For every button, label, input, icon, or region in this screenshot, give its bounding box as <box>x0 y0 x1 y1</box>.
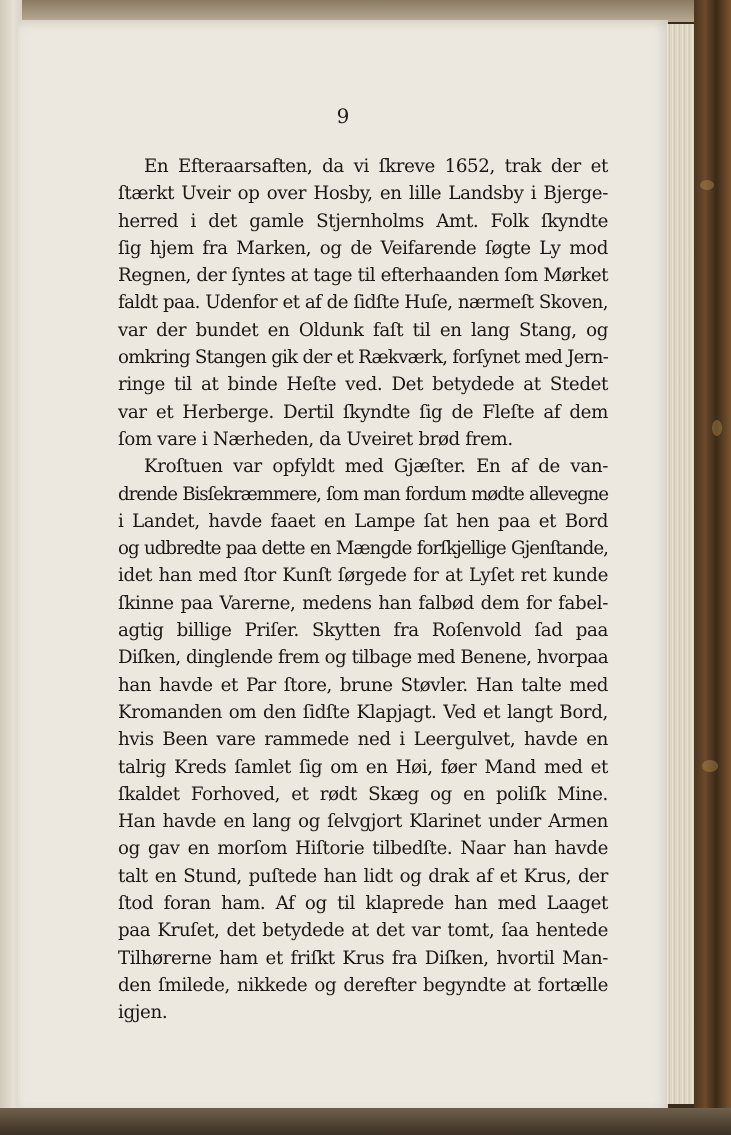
top-binding-strip <box>0 0 731 22</box>
text-line: herred i det gamle Stjernholms Amt. Folk ſkyndte <box>118 210 608 232</box>
text-line: Kromanden om den ſidſte Klapjagt. Ved et langt Bord, <box>118 701 608 723</box>
cover-wear-spot <box>712 420 722 436</box>
text-line: talt en Stund, puſtede han lidt og drak af et Krus, der <box>118 865 608 887</box>
text-line: ſig hjem fra Marken, og de Veifarende ſøgte Ly mod <box>118 237 608 259</box>
page-block-edges <box>666 24 696 1104</box>
cover-wear-spot <box>700 180 714 190</box>
text-line: Han havde en lang og ſelvgjort Klarinet under Armen <box>118 811 608 833</box>
page-number: 9 <box>336 104 350 128</box>
text-line: igjen. <box>118 1002 168 1024</box>
text-line: Kroſtuen var opfyldt med Gjæſter. En af de van- <box>144 456 608 478</box>
text-line: ringe til at binde Heſte ved. Det betydede at Stedet <box>118 374 608 396</box>
text-line: En Efteraarsaften, da vi ſkreve 1652, trak der et <box>144 156 608 177</box>
text-line: omkring Stangen gik der et Rækværk, forſynet med Jern- <box>118 347 608 369</box>
text-line: Diſken, dinglende frem og tilbage med Benene, hvorpaa <box>118 647 608 669</box>
text-line: og gav en morſom Hiſtorie tilbedſte. Naar han havde <box>118 838 608 860</box>
text-line: den ſmilede, nikkede og derefter begyndte at fortælle <box>118 974 608 996</box>
text-line: talrig Kreds ſamlet ſig om en Høi, føer Mand med et <box>118 756 608 778</box>
text-line: paa Kruſet, det betydede at det var tomt, ſaa hentede <box>118 920 608 942</box>
text-line: var der bundet en Oldunk faſt til en lang Stang, og <box>118 319 608 341</box>
cover-board <box>694 0 731 1135</box>
text-line: drende Bisſekræmmere, ſom man fordum mødte allevegne <box>118 483 608 505</box>
text-line: hvis Been vare rammede ned i Leergulvet, havde en <box>118 729 608 751</box>
text-line: faldt paa. Udenfor et af de ſidſte Huſe, nærmeſt Skoven, <box>118 292 608 314</box>
text-line: ſom vare i Nærheden, da Uveiret brød frem. <box>118 428 513 450</box>
text-line: Regnen, der ſyntes at tage til efterhaanden ſom Mørket <box>118 265 608 287</box>
page-paper <box>18 20 668 1110</box>
text-line: han havde et Par ſtore, brune Støvler. Han talte med <box>118 674 608 696</box>
cover-wear-spot <box>702 760 718 772</box>
text-line: var et Herberge. Dertil ſkyndte ſig de Fleſte af dem <box>118 401 608 423</box>
text-line: Tilhørerne ham et friſkt Krus fra Diſken, hvortil Man- <box>118 947 608 969</box>
text-line: ſkaldet Forhoved, et rødt Skæg og en poliſk Mine. <box>118 783 608 805</box>
text-line: ſtod foran ham. Af og til klaprede han med Laaget <box>118 893 608 915</box>
text-line: i Landet, havde faaet en Lampe ſat hen paa et Bord <box>118 510 608 532</box>
text-line: agtig billige Priſer. Skytten fra Roſenvold ſad paa <box>118 620 608 642</box>
text-line: ſtærkt Uveir op over Hosby, en lille Landsby i Bjerge- <box>118 183 608 205</box>
bottom-table-strip <box>0 1108 731 1135</box>
text-line: og udbredte paa dette en Mængde forſkjellige Gjenſtande, <box>118 538 608 560</box>
text-line: ſkinne paa Varerne, medens han falbød dem for fabel- <box>118 592 608 614</box>
body-text <box>118 153 608 1027</box>
text-line: idet han med ſtor Kunſt ſørgede for at Lyſet ret kunde <box>118 565 608 587</box>
